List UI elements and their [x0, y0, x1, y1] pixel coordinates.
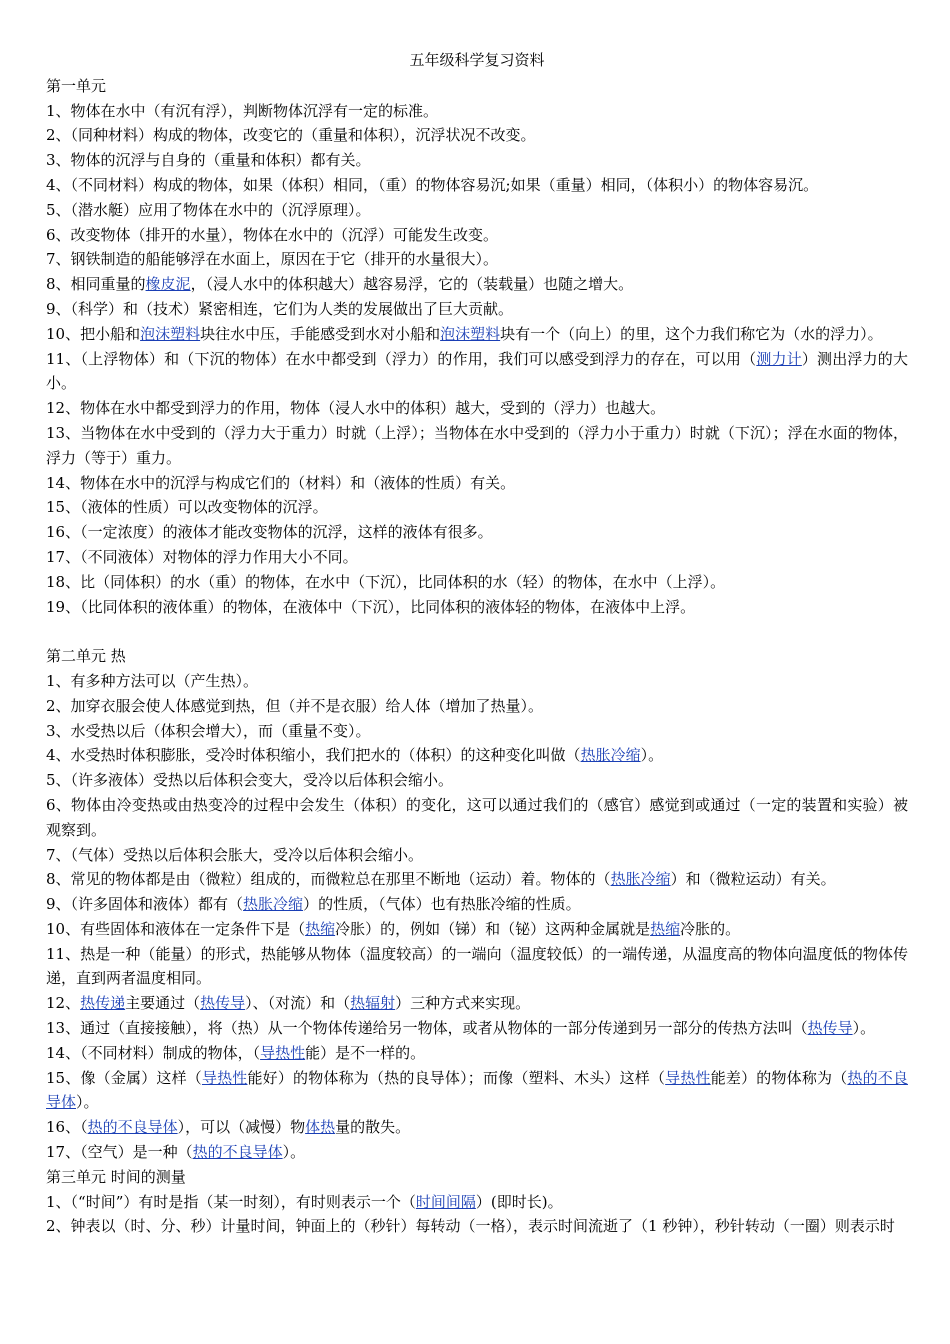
unit2-item: [46, 1016, 908, 1041]
unit1-item: [46, 297, 908, 322]
item-text: ）。: [852, 1019, 876, 1038]
item-text: 1、有多种方法可以（产生热）。: [46, 671, 259, 690]
item-text: 9、（科学）和（技术）紧密相连，它们为人类的发展做出了巨大贡献。: [46, 299, 514, 318]
term-link[interactable]: 时间间隔: [415, 1192, 476, 1211]
item-text: ）的性质，（气体）也有热胀冷缩的性质。: [303, 895, 581, 914]
unit1-item: [46, 223, 908, 248]
item-text: 量的散失。: [335, 1118, 411, 1137]
term-link[interactable]: 导热性: [201, 1068, 248, 1087]
item-text: 13、当物体在水中受到的（浮力大于重力）时就（上浮）；当物体在水中受到的（浮力小于重力）时就（下沉）；浮在水面的物体，浮力（等于）重力。: [46, 423, 908, 467]
unit3-items: [46, 1190, 908, 1240]
item-text: ）。: [282, 1143, 306, 1162]
item-text: 冷胀的。: [680, 919, 741, 938]
unit1-item: [46, 347, 908, 397]
term-link[interactable]: 热辐射: [350, 994, 396, 1013]
document-page: [46, 48, 908, 1239]
unit2-item: [46, 843, 908, 868]
term-link[interactable]: 泡沫塑料: [140, 324, 201, 343]
unit1-item: [46, 322, 908, 347]
term-link[interactable]: 体热: [305, 1118, 336, 1137]
term-link[interactable]: 热的不良导体: [87, 1118, 178, 1137]
unit2-item: [46, 892, 908, 917]
term-link[interactable]: 热胀冷缩: [580, 746, 641, 765]
item-text: 19、（比同体积的液体重）的物体，在液体中（下沉），比同体积的液体轻的物体，在液体中上浮。: [46, 597, 696, 616]
unit1-item: [46, 123, 908, 148]
unit2-items: [46, 669, 908, 1165]
unit1-item: [46, 99, 908, 124]
unit2-item: [46, 991, 908, 1016]
unit1-item: [46, 421, 908, 471]
item-text: 能好）的物体称为（热的良导体）；而像（塑料、木头）这样（: [247, 1068, 666, 1087]
term-link[interactable]: 橡皮泥: [145, 275, 191, 294]
item-text: 1、（“时间”）有时是指（某一时刻），有时则表示一个（: [46, 1192, 416, 1211]
unit1-item: [46, 545, 908, 570]
item-text: 11、热是一种（能量）的形式，热能够从物体（温度较高）的一端向（温度较低）的一端传递，从温度高的物体向温度低的物体传递，直到两者温度相同。: [46, 944, 908, 988]
section-spacer: [46, 619, 908, 644]
unit1-item: [46, 148, 908, 173]
term-link[interactable]: 热胀冷缩: [610, 870, 671, 889]
unit3-item: [46, 1190, 908, 1215]
item-text: 6、物体由冷变热或由热变冷的过程中会发生（体积）的变化，这可以通过我们的（感官）感觉到或通过（一定的装置和实验）被观察到。: [46, 795, 908, 839]
unit2-heading: 第二单元 热: [46, 647, 126, 666]
item-text: 10、有些固体和液体在一定条件下是（: [46, 919, 306, 938]
item-text: 18、比（同体积）的水（重）的物体，在水中（下沉），比同体积的水（轻）的物体，在水中（上浮）。: [46, 572, 726, 591]
unit2-item: [46, 1041, 908, 1066]
unit1-item: [46, 471, 908, 496]
item-text: ），可以（减慢）物: [177, 1118, 306, 1137]
unit2-item: [46, 917, 908, 942]
item-text: 块有一个（向上）的里，这个力我们称它为（水的浮力）。: [500, 324, 883, 343]
term-link[interactable]: 热传导: [200, 994, 246, 1013]
item-text: 能）是不一样的。: [305, 1043, 426, 1062]
term-link[interactable]: 测力计: [756, 349, 802, 368]
item-text: 14、物体在水中的沉浮与构成它们的（材料）和（液体的性质）有关。: [46, 473, 516, 492]
term-link[interactable]: 热缩: [650, 919, 681, 938]
unit1-item: [46, 495, 908, 520]
item-text: ）和（微粒运动）有关。: [670, 870, 836, 889]
item-text: 能差）的物体称为（: [710, 1068, 848, 1087]
item-text: ）三种方式来实现。: [395, 994, 531, 1013]
term-link[interactable]: 泡沫塑料: [440, 324, 501, 343]
unit3-heading: 第三单元 时间的测量: [46, 1167, 186, 1186]
item-text: 17、（不同液体）对物体的浮力作用大小不同。: [46, 547, 358, 566]
unit2-item: [46, 942, 908, 992]
unit1-item: [46, 198, 908, 223]
unit2-item: [46, 1140, 908, 1165]
item-text: 14、（不同材料）制成的物体，（: [46, 1043, 261, 1062]
item-text: 16、（一定浓度）的液体才能改变物体的沉浮，这样的液体有很多。: [46, 523, 493, 542]
item-text: 6、改变物体（排开的水量），物体在水中的（沉浮）可能发生改变。: [46, 225, 499, 244]
unit2-item: [46, 768, 908, 793]
item-text: 2、加穿衣服会使人体感觉到热，但（并不是衣服）给人体（增加了热量）。: [46, 696, 544, 715]
unit2-item: [46, 793, 908, 843]
item-text: 3、水受热以后（体积会增大），而（重量不变）。: [46, 721, 371, 740]
document-title: 五年级科学复习资料: [409, 51, 545, 69]
item-text: 15、（液体的性质）可以改变物体的沉浮。: [46, 498, 328, 517]
item-text: 2、钟表以（时、分、秒）计量时间，钟面上的（秒针）每转动（一格），表示时间流逝了（1 秒钟），秒针转动（一圈）则表示时: [46, 1217, 895, 1236]
item-text: 7、钢铁制造的船能够浮在水面上，原因在于它（排开的水量很大）。: [46, 250, 499, 269]
unit1-item: [46, 173, 908, 198]
item-text: ，（浸人水中的体积越大）越容易浮，它的（装载量）也随之增大。: [190, 275, 634, 294]
item-text: 8、相同重量的: [46, 275, 146, 294]
item-text: 1、物体在水中（有沉有浮），判断物体沉浮有一定的标准。: [46, 101, 439, 120]
item-text: 15、像（金属）这样（: [46, 1068, 202, 1087]
unit1-item: [46, 247, 908, 272]
item-text: ）。: [76, 1093, 99, 1112]
unit2-item: [46, 867, 908, 892]
term-link[interactable]: 热缩: [305, 919, 336, 938]
item-text: 13、通过（直接接触），将（热）从一个物体传递给另一物体，或者从物体的一部分传递到另一部分的传热方法叫（: [46, 1019, 808, 1038]
item-text: 2、（同种材料）构成的物体，改变它的（重量和体积），沉浮状况不改变。: [46, 126, 536, 145]
item-text: 块往水中压，手能感受到水对小船和: [200, 324, 441, 343]
unit3-item: [46, 1214, 908, 1239]
item-text: 主要通过（: [125, 994, 201, 1013]
item-text: 7、（气体）受热以后体积会胀大，受冷以后体积会缩小。: [46, 845, 424, 864]
item-text: 16、（: [46, 1118, 88, 1137]
item-text: 4、（不同材料）构成的物体，如果（体积）相同，（重）的物体容易沉;如果（重量）相同，（体积小）的物体容易沉。: [46, 175, 819, 194]
unit2-item: [46, 743, 908, 768]
term-link[interactable]: 热的不良导体: [192, 1143, 283, 1162]
term-link[interactable]: 导热性: [665, 1068, 711, 1087]
item-text: 9、（许多固体和液体）都有（: [46, 895, 244, 914]
term-link[interactable]: 导热性: [260, 1043, 306, 1062]
item-text: ）、（对流）和（: [245, 994, 351, 1013]
unit1-item: [46, 396, 908, 421]
term-link[interactable]: 热传递: [80, 994, 126, 1013]
term-link[interactable]: 热传导: [807, 1019, 853, 1038]
term-link[interactable]: 热的不良导体: [46, 1068, 908, 1112]
unit2-item: [46, 1115, 908, 1140]
unit1-item: [46, 520, 908, 545]
unit2-item: [46, 719, 908, 744]
item-text: 4、水受热时体积膨胀，受冷时体积缩小，我们把水的（体积）的这种变化叫做（: [46, 746, 581, 765]
unit1-item: [46, 570, 908, 595]
term-link[interactable]: 热胀冷缩: [243, 895, 304, 914]
item-text: 12、物体在水中都受到浮力的作用，物体（浸人水中的体积）越大，受到的（浮力）也越大。: [46, 399, 666, 418]
unit1-item: [46, 595, 908, 620]
item-text: 10、把小船和: [46, 324, 141, 343]
item-text: ）测出浮力的大小。: [46, 349, 908, 393]
unit2-item: [46, 1066, 908, 1116]
item-text: 8、常见的物体都是由（微粒）组成的，而微粒总在那里不断地（运动）着。物体的（: [46, 870, 611, 889]
unit1-items: [46, 99, 908, 620]
item-text: ）(即时长)。: [475, 1192, 563, 1211]
item-text: 3、物体的沉浮与自身的（重量和体积）都有关。: [46, 151, 371, 170]
unit2-item: [46, 694, 908, 719]
item-text: ）。: [640, 746, 664, 765]
item-text: 11、（上浮物体）和（下沉的物体）在水中都受到（浮力）的作用，我们可以感受到浮力的存在，可以用（: [46, 349, 757, 368]
item-text: 12、: [46, 994, 81, 1013]
item-text: 5、（许多液体）受热以后体积会变大，受冷以后体积会缩小。: [46, 771, 454, 790]
unit2-item: [46, 669, 908, 694]
unit1-item: [46, 272, 908, 297]
item-text: 17、（空气）是一种（: [46, 1143, 193, 1162]
item-text: 冷胀）的，例如（锑）和（铋）这两种金属就是: [335, 919, 651, 938]
unit1-heading: 第一单元: [46, 76, 107, 95]
item-text: 5、（潜水艇）应用了物体在水中的（沉浮原理）。: [46, 200, 371, 219]
